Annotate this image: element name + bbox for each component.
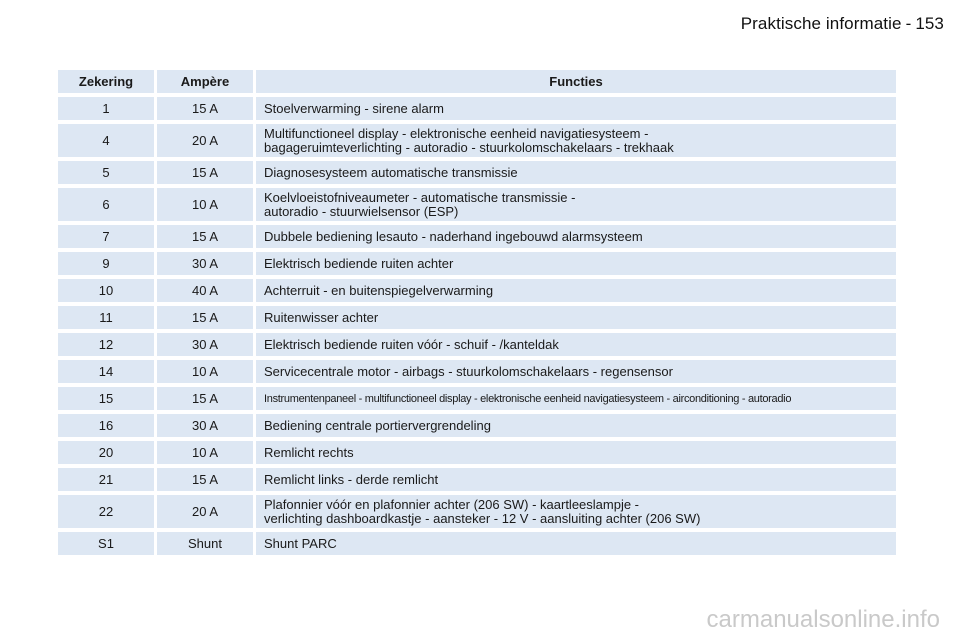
fuse-ampere: 20 A — [157, 495, 253, 528]
fuse-ampere: 15 A — [157, 225, 253, 248]
fuse-functions — [256, 161, 896, 184]
table-row — [58, 97, 896, 120]
column-header-fuse: Zekering — [58, 70, 154, 93]
table-row — [58, 161, 896, 184]
table-row — [58, 532, 896, 555]
function-line: Servicecentrale motor - airbags - stuurkolomschakelaars - regensensor — [264, 363, 673, 379]
fuse-ampere: 15 A — [157, 97, 253, 120]
table-row — [58, 333, 896, 356]
function-line: Multifunctioneel display - elektronische eenheid navigatiesysteem - — [264, 125, 649, 141]
page-number: 153 — [915, 14, 944, 33]
function-line: Elektrisch bediende ruiten achter — [264, 255, 454, 271]
fuse-functions — [256, 225, 896, 248]
fuse-number: 15 — [58, 387, 154, 410]
watermark: carmanualsonline.info — [706, 606, 940, 633]
fuse-number: 1 — [58, 97, 154, 120]
column-header-ampere: Ampère — [157, 70, 253, 93]
function-line: Elektrisch bediende ruiten vóór - schuif - /kanteldak — [264, 336, 559, 352]
function-line: Ruitenwisser achter — [264, 309, 379, 325]
fuse-table — [55, 66, 899, 559]
fuse-functions — [256, 532, 896, 555]
fuse-functions — [256, 441, 896, 464]
function-line: Remlicht links - derde remlicht — [264, 471, 439, 487]
fuse-ampere: 10 A — [157, 360, 253, 383]
header-separator: - — [905, 14, 912, 33]
fuse-functions — [256, 495, 896, 528]
fuse-functions — [256, 188, 896, 221]
fuse-number: 10 — [58, 279, 154, 302]
function-line: Instrumentenpaneel - multifunctioneel display - elektronische eenheid navigatiesysteem - airconditioning - autoradio — [264, 392, 792, 405]
fuse-functions — [256, 279, 896, 302]
fuse-number: S1 — [58, 532, 154, 555]
table-row — [58, 360, 896, 383]
table-row — [58, 306, 896, 329]
fuse-ampere: Shunt — [157, 532, 253, 555]
table-row — [58, 414, 896, 437]
function-line: verlichting dashboardkastje - aansteker - 12 V - aansluiting achter (206 SW) — [264, 510, 701, 526]
function-line: Bediening centrale portiervergrendeling — [264, 417, 491, 433]
fuse-number: 7 — [58, 225, 154, 248]
function-line: Stoelverwarming - sirene alarm — [264, 100, 444, 116]
fuse-number: 5 — [58, 161, 154, 184]
function-line: Achterruit - en buitenspiegelverwarming — [264, 282, 494, 298]
fuse-ampere: 15 A — [157, 161, 253, 184]
fuse-functions — [256, 97, 896, 120]
fuse-ampere: 30 A — [157, 252, 253, 275]
fuse-functions — [256, 306, 896, 329]
fuse-functions — [256, 468, 896, 491]
function-line: Shunt PARC — [264, 535, 337, 551]
column-header-functions: Functies — [256, 70, 896, 93]
fuse-number: 9 — [58, 252, 154, 275]
fuse-ampere: 30 A — [157, 333, 253, 356]
table-row — [58, 188, 896, 221]
fuse-number: 14 — [58, 360, 154, 383]
fuse-number: 4 — [58, 124, 154, 157]
fuse-ampere: 30 A — [157, 414, 253, 437]
section-title: Praktische informatie — [740, 14, 902, 33]
fuse-ampere: 10 A — [157, 441, 253, 464]
table-row — [58, 468, 896, 491]
function-line: Dubbele bediening lesauto - naderhand ingebouwd alarmsysteem — [264, 228, 643, 244]
fuse-number: 12 — [58, 333, 154, 356]
fuse-number: 22 — [58, 495, 154, 528]
fuse-functions — [256, 387, 896, 410]
page-header — [741, 14, 944, 34]
table-row — [58, 495, 896, 528]
fuse-functions — [256, 124, 896, 157]
fuse-ampere: 15 A — [157, 468, 253, 491]
fuse-number: 20 — [58, 441, 154, 464]
table-row — [58, 225, 896, 248]
function-line: Plafonnier vóór en plafonnier achter (206 SW) - kaartleeslampje - — [264, 496, 640, 512]
table-row — [58, 441, 896, 464]
function-line: autoradio - stuurwielsensor (ESP) — [264, 203, 459, 219]
fuse-number: 6 — [58, 188, 154, 221]
fuse-ampere: 20 A — [157, 124, 253, 157]
table-body — [58, 97, 896, 555]
fuse-number: 16 — [58, 414, 154, 437]
table-row — [58, 124, 896, 157]
fuse-ampere: 40 A — [157, 279, 253, 302]
table-row — [58, 387, 896, 410]
fuse-number: 21 — [58, 468, 154, 491]
function-line: Diagnosesysteem automatische transmissie — [264, 164, 518, 180]
table-row — [58, 252, 896, 275]
fuse-ampere: 15 A — [157, 387, 253, 410]
fuse-functions — [256, 414, 896, 437]
function-line: Koelvloeistofniveaumeter - automatische transmissie - — [264, 189, 576, 205]
fuse-ampere: 10 A — [157, 188, 253, 221]
function-line: Remlicht rechts — [264, 444, 354, 460]
function-line: bagageruimteverlichting - autoradio - stuurkolomschakelaars - trekhaak — [264, 139, 674, 155]
table-header-row — [58, 70, 896, 93]
table-row — [58, 279, 896, 302]
fuse-functions — [256, 360, 896, 383]
fuse-functions — [256, 252, 896, 275]
fuse-ampere: 15 A — [157, 306, 253, 329]
fuse-number: 11 — [58, 306, 154, 329]
fuse-functions — [256, 333, 896, 356]
